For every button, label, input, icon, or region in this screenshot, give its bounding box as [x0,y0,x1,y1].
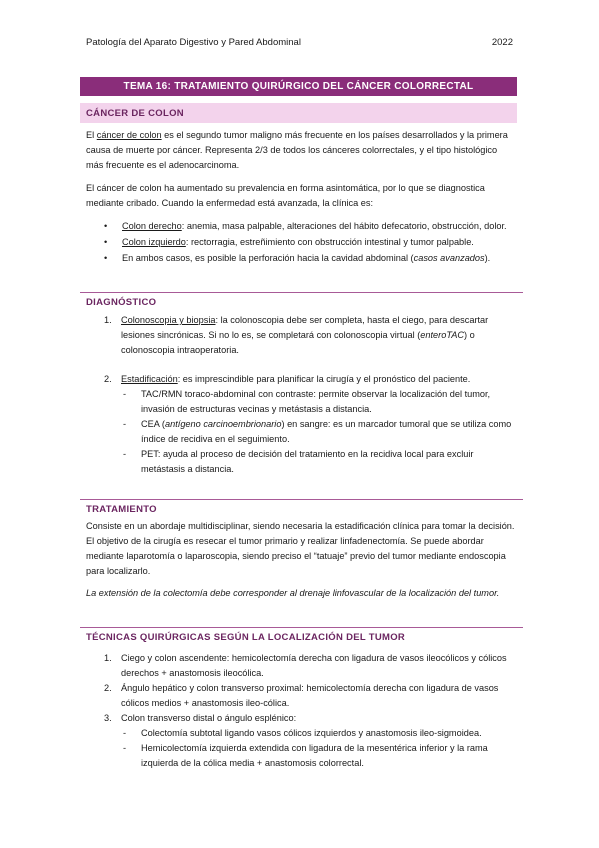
tecnicas-sublist [121,726,516,771]
section-heading-tecnicas: TÉCNICAS QUIRÚRGICAS SEGÚN LA LOCALIZACIÓN DEL TUMOR [80,627,523,646]
list-item: • Colon izquierdo: rectorragia, estreñimiento con obstrucción intestinal y tumor palpable. [104,235,516,250]
list-item: 3. Colon transverso distal o ángulo esplénico: - Colectomía subtotal ligando vasos cólicos izquierdos y anastomosis ileo-sigmoidea. - Hemicolectomía izquierda extendida con ligadura de la mesentérica inferior y la rama izquierda de la cólica media + anastomosis colorrectal. [104,711,516,771]
sub-item: - PET: ayuda al proceso de decisión del tratamiento en la recidiva local para excluir metástasis a distancia. [121,447,516,477]
header-title: Patología del Aparato Digestivo y Pared Abdominal [86,37,301,48]
sub-item: - CEA (antígeno carcinoembrionario) en sangre: es un marcador tumoral que se utiliza como índice de recidiva en el seguimiento. [121,417,516,447]
estadificacion-sublist [121,387,516,477]
section-heading-diagnostico: DIAGNÓSTICO [80,292,523,311]
topic-title-banner: TEMA 16: TRATAMIENTO QUIRÚRGICO DEL CÁNCER COLORRECTAL [80,77,517,96]
section-heading-cancer: CÁNCER DE COLON [80,103,517,123]
sub-item: - Colectomía subtotal ligando vasos cólicos izquierdos y anastomosis ileo-sigmoidea. [121,726,516,741]
list-item: • Colon derecho: anemia, masa palpable, alteraciones del hábito defecatorio, obstrucción, dolor. [104,219,516,234]
tratamiento-note: La extensión de la colectomía debe corresponder al drenaje linfovascular de la localización del tumor. [86,588,500,598]
list-item: 2. Estadificación: es imprescindible para planificar la cirugía y el pronóstico del paciente. - TAC/RMN toraco-abdominal con contraste: permite observar la localización del tumor, invasión de estructuras vecinas y metástasis a distancia. - CEA (antígeno carcinoembrionario) en sangre: es un marcador tumoral que se utiliza como índice de recidiva en el seguimiento. - PET: ayuda al proceso de decisión del tratamiento en la recidiva local para excluir metástasis a distancia. [104,372,516,477]
list-item: 2. Ángulo hepático y colon transverso proximal: hemicolectomía derecha con ligadura de vasos cólicos medios + anastomosis ileo-cólica. [104,683,499,708]
clinical-bullet-list [104,219,516,267]
cancer-paragraph-2: El cáncer de colon ha aumentado su prevalencia en forma asintomática, por lo que se diagnostica mediante cribado. Cuando la enfermedad está avanzada, la clínica es: [86,183,485,208]
sub-item: - TAC/RMN toraco-abdominal con contraste: permite observar la localización del tumor, invasión de estructuras vecinas y metástasis a distancia. [121,387,516,417]
list-item: 1. Colonoscopia y biopsia: la colonoscopia debe ser completa, hasta el ciego, para descartar lesiones sincrónicas. Si no lo es, se completará con colonoscopia virtual (enteroTAC) o colonoscopia intraoperatoria. [104,315,489,355]
sub-item: - Hemicolectomía izquierda extendida con ligadura de la mesentérica inferior y la rama izquierda de la cólica media + anastomosis colorrectal. [121,741,516,771]
cancer-paragraph-1: El cáncer de colon es el segundo tumor maligno más frecuente en los países desarrollados y la primera causa de muerte por cáncer. Representa 2/3 de todos los cánceres colorrectales, y el tipo histológico más frecuente es el adenocarcinoma. [86,130,508,170]
page-header [86,37,513,48]
tecnicas-list [104,651,516,771]
section-heading-tratamiento: TRATAMIENTO [80,499,523,518]
term-cancer-de-colon: cáncer de colon [96,130,162,140]
diagnostico-list [104,313,516,477]
list-item: 1. Ciego y colon ascendente: hemicolectomía derecha con ligadura de vasos ileocólicos y cólicos derechos + anastomosis ileocólica. [104,653,507,678]
list-item: • En ambos casos, es posible la perforación hacia la cavidad abdominal (casos avanzados). [104,251,516,266]
tratamiento-paragraph: Consiste en un abordaje multidisciplinar, siendo necesaria la estadificación clínica para tomar la decisión. El objetivo de la cirugía es resecar el tumor primario y realizar linfadenectomía. Se puede abordar mediante laparotomía o laparoscopia, siendo preciso el “tatuaje” previo del tumor mediante endoscopia para localizarlo. [86,521,515,576]
header-year: 2022 [491,37,513,48]
